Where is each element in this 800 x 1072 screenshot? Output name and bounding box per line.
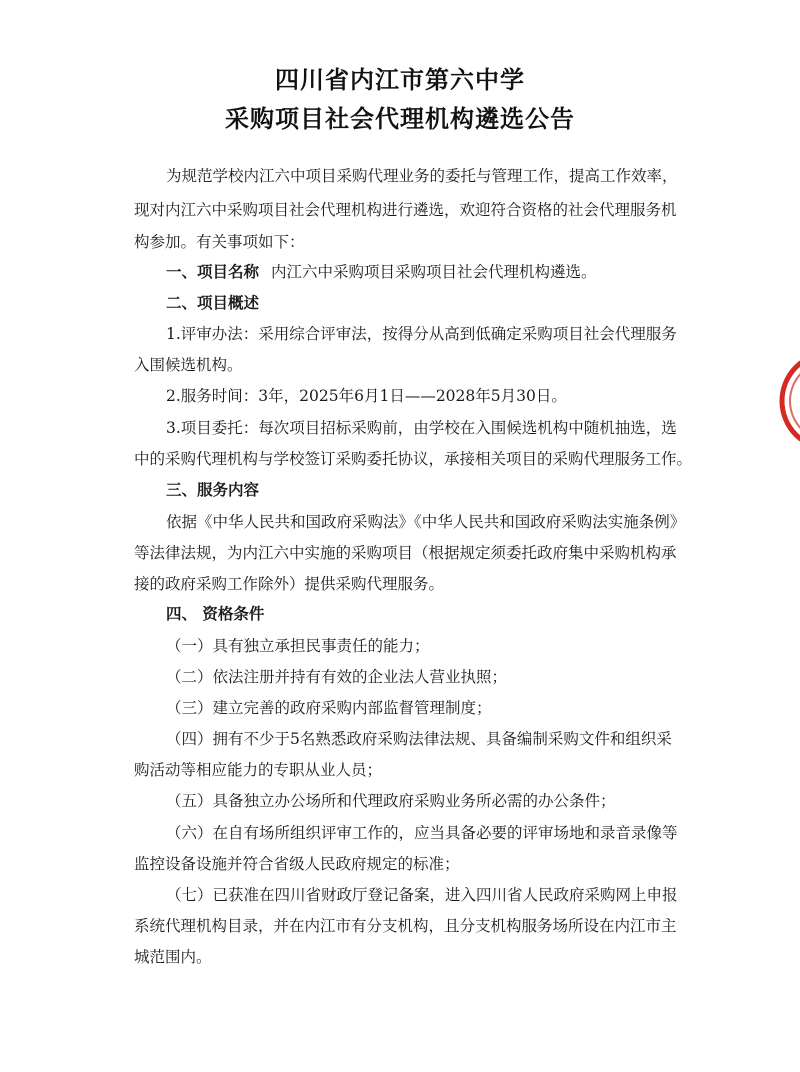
list-item: （一）具有独立承担民事责任的能力； <box>166 637 430 655</box>
official-seal-fragment <box>772 346 800 456</box>
list-item: （三）建立完善的政府采购内部监督管理制度； <box>166 699 492 717</box>
list-item: （二）依法注册并持有有效的企业法人营业执照； <box>166 668 508 686</box>
list-item: （七）已获准在四川省财政厅登记备案，进入四川省人民政府采购网上申报 <box>166 886 678 904</box>
document-subtitle: 采购项目社会代理机构遴选公告 <box>225 105 575 133</box>
section-heading-overview: 二、项目概述 <box>166 293 260 312</box>
paragraph-line: 构参加。有关事项如下： <box>134 233 305 251</box>
section-heading-project-name <box>166 262 706 282</box>
project-name-value: 内江六中采购项目采购项目社会代理机构遴选。 <box>271 263 597 281</box>
list-item: （六）在自有场所组织评审工作的，应当具备必要的评审场地和录音录像等 <box>166 824 678 842</box>
list-item-continued: 购活动等相应能力的专职从业人员； <box>134 761 383 779</box>
paragraph-line: 为规范学校内江六中项目采购代理业务的委托与管理工作，提高工作效率， <box>166 167 678 185</box>
paragraph-line: 3.项目委托：每次项目招标采购前，由学校在入围候选机构中随机抽选，选 <box>166 419 677 437</box>
section-heading-label: 一、项目名称 <box>166 262 260 281</box>
document-title: 四川省内江市第六中学 <box>275 66 525 94</box>
section-heading-qualification: 四、 资格条件 <box>166 604 265 623</box>
paragraph-line: 入围候选机构。 <box>134 356 243 374</box>
paragraph-line: 中的采购代理机构与学校签订采购委托协议，承接相关项目的采购代理服务工作。 <box>134 450 693 468</box>
list-item-continued: 监控设备设施并符合省级人民政府规定的标准； <box>134 855 460 873</box>
list-item-continued: 系统代理机构目录，并在内江市有分支机构，且分支机构服务场所设在内江市主 <box>134 917 677 935</box>
paragraph-line: 现对内江六中采购项目社会代理机构进行遴选，欢迎符合资格的社会代理服务机 <box>134 201 677 219</box>
list-item: （四）拥有不少于5名熟悉政府采购法律法规、具备编制采购文件和组织采 <box>166 730 672 748</box>
list-item: （五）具备独立办公场所和代理政府采购业务所必需的办公条件； <box>166 792 616 810</box>
seal-icon <box>772 346 800 456</box>
section-heading-service: 三、服务内容 <box>166 480 260 499</box>
paragraph-line: 等法律法规，为内江六中实施的采购项目（根据规定须委托政府集中采购机构承 <box>134 544 677 562</box>
list-item-continued: 城范围内。 <box>134 948 212 966</box>
paragraph-line: 依据《中华人民共和国政府采购法》《中华人民共和国政府采购法实施条例》 <box>166 513 686 531</box>
paragraph-line: 2.服务时间：3年，2025年6月1日——2028年5月30日。 <box>166 387 567 405</box>
paragraph-line: 1.评审办法：采用综合评审法，按得分从高到低确定采购项目社会代理服务 <box>166 325 677 343</box>
paragraph-line: 接的政府采购工作除外）提供采购代理服务。 <box>134 575 445 593</box>
